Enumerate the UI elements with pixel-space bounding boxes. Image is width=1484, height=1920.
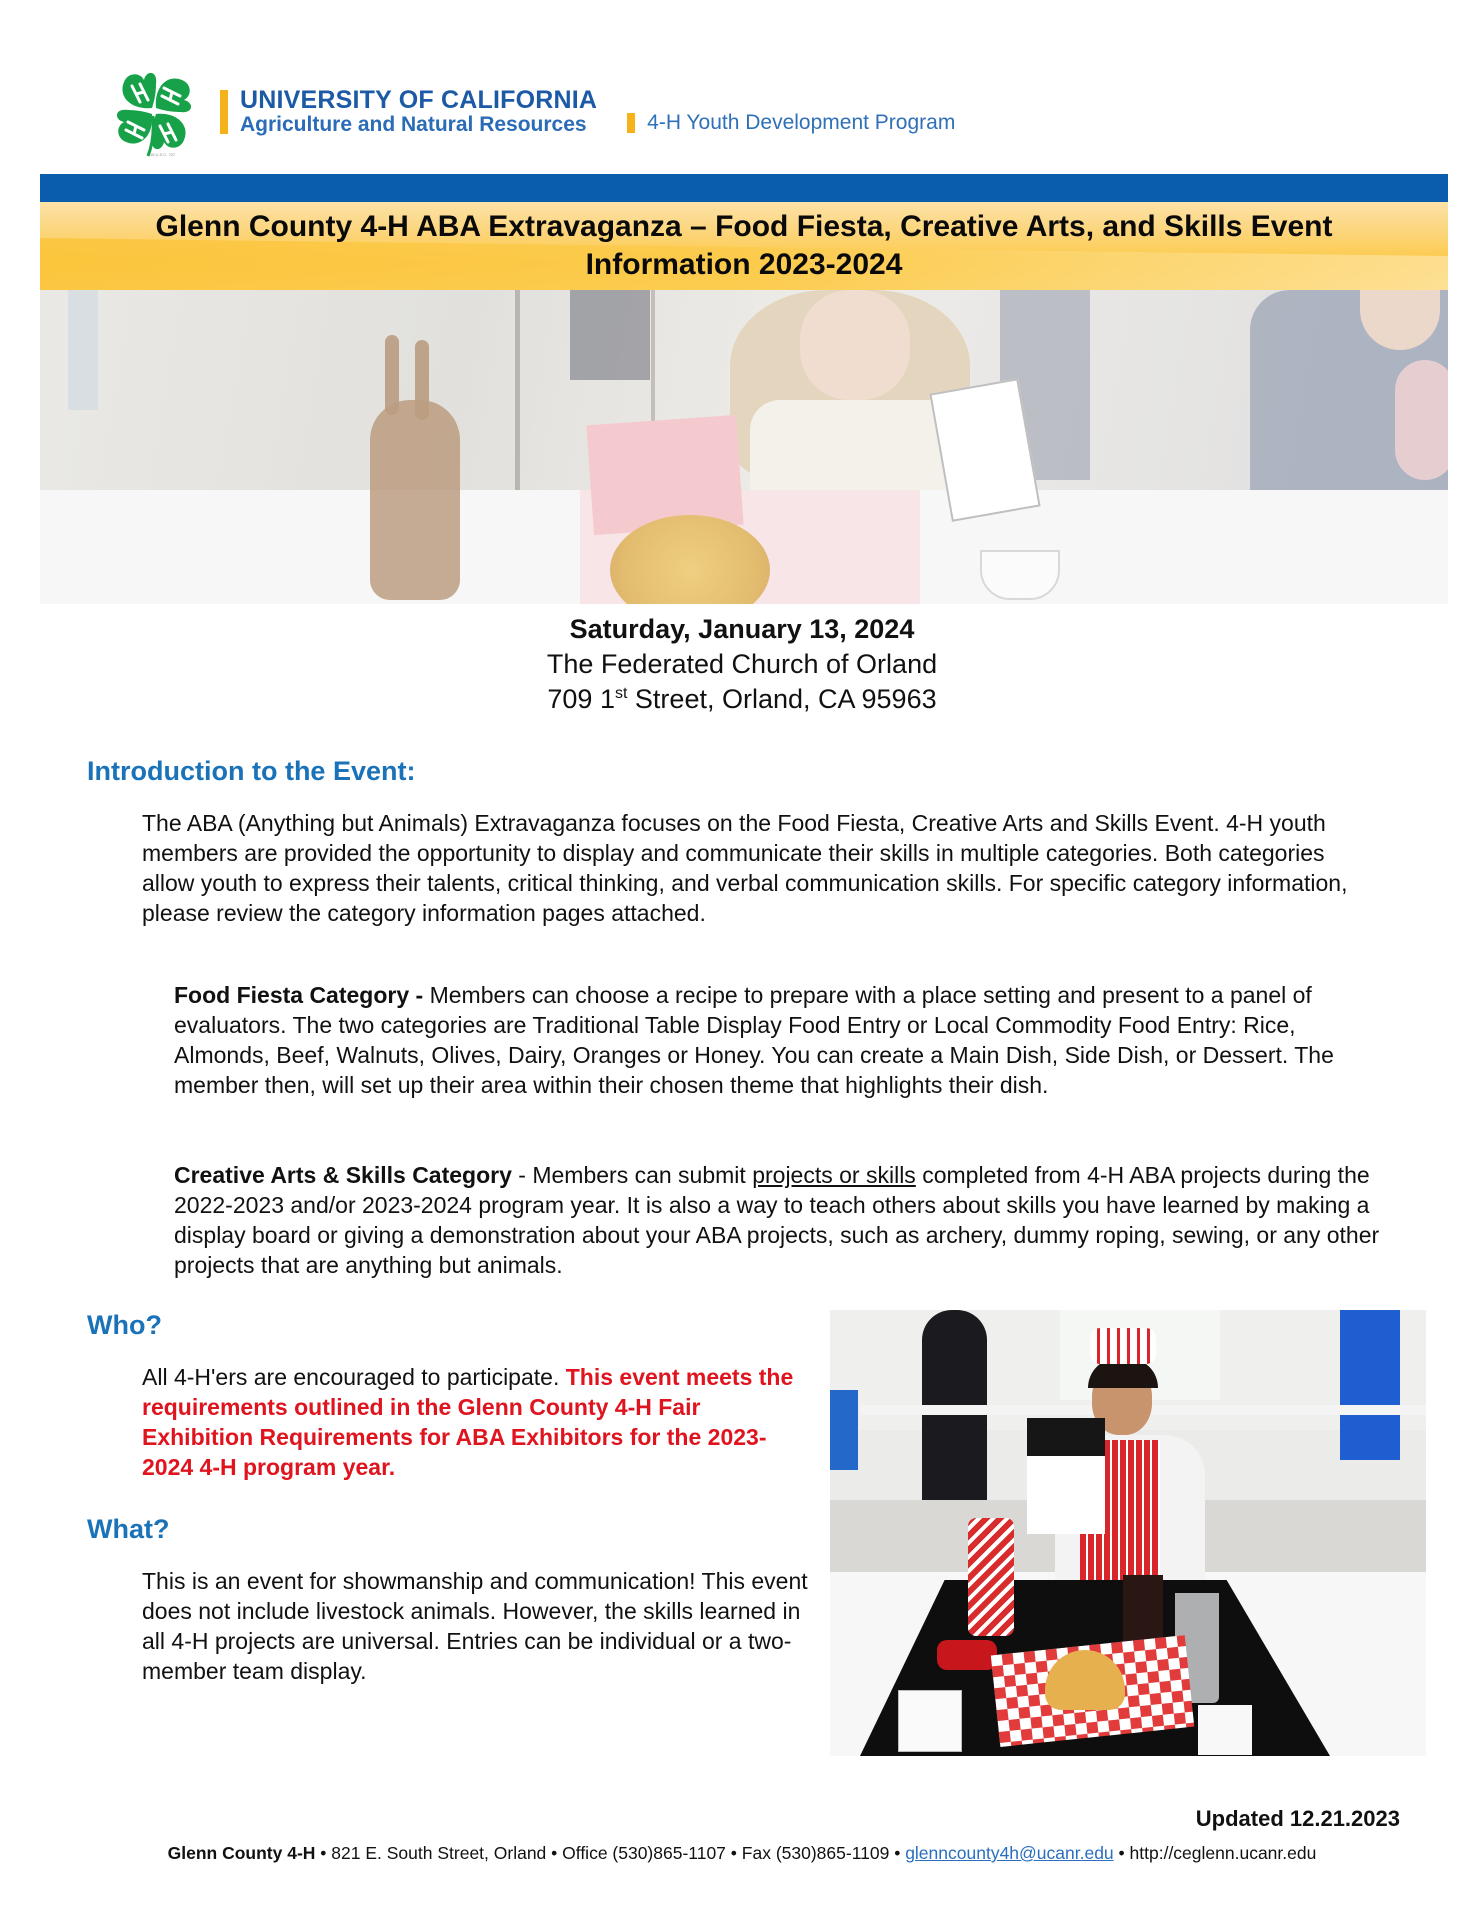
- 4h-clover-icon: [110, 66, 198, 158]
- uc-anr-logo: [220, 87, 597, 137]
- who-heading: Who?: [87, 1310, 162, 1340]
- food-fiesta-paragraph: Food Fiesta Category - Members can choose a recipe to prepare with a place setting and present to a panel of evaluators. The two categories are Traditional Table Display Food Entry or Local Commodity Food Entry: Rice, Almonds, Beef, Walnuts, Olives, Dairy, Oranges or Honey. You can create a Main Dish, Side Dish, or Dessert. The member then, will set up their area within their chosen theme that highlights their dish.: [174, 982, 1334, 1098]
- what-heading: What?: [87, 1514, 170, 1544]
- blue-stripe: [40, 174, 1448, 202]
- uc-title: UNIVERSITY OF CALIFORNIA: [240, 86, 598, 114]
- footer-website[interactable]: http://ceglenn.ucanr.edu: [1129, 1843, 1317, 1863]
- creative-arts-label: Creative Arts & Skills Category: [174, 1162, 512, 1188]
- footer-address: 821 E. South Street, Orland: [331, 1843, 547, 1863]
- exhibition-requirements-notice: This event meets the requirements outlined in the Glenn County 4-H Fair Exhibition Requirements for ABA Exhibitors for the 2023-2024 4-H program year.: [142, 1364, 794, 1480]
- program-logo: [627, 111, 955, 135]
- diner-display-photo: [830, 1310, 1426, 1756]
- updated-date: Updated 12.21.2023: [1195, 1806, 1400, 1831]
- food-fiesta-label: Food Fiesta Category -: [174, 982, 424, 1008]
- what-body: This is an event for showmanship and communication! This event does not include livestock animals. However, the skills learned in all 4-H projects are universal. Entries can be individual or a two-member team display.: [142, 1568, 808, 1684]
- gold-bar-decoration: [627, 113, 635, 133]
- page-title: Glenn County 4-H ABA Extravaganza – Food Fiesta, Creative Arts, and Skills Event Information 2023-2024: [155, 210, 1333, 281]
- anr-subtitle: Agriculture and Natural Resources: [240, 113, 587, 136]
- footer-email-link[interactable]: glenncounty4h@ucanr.edu: [905, 1843, 1114, 1863]
- footer-office-phone: Office (530)865-1107: [562, 1843, 726, 1863]
- intro-heading: Introduction to the Event:: [87, 756, 416, 786]
- title-banner: [40, 174, 1448, 290]
- event-details: [0, 612, 1484, 717]
- hero-photo: [40, 290, 1448, 604]
- who-body: All 4-H'ers are encouraged to participate. This event meets the requirements outlined in the Glenn County 4-H Fair Exhibition Requirements for ABA Exhibitors for the 2023-2024 4-H program year.: [142, 1364, 794, 1480]
- projects-or-skills-underline: projects or skills: [752, 1162, 916, 1188]
- program-name: 4-H Youth Development Program: [647, 111, 956, 134]
- gold-bar-decoration: [220, 90, 228, 134]
- footer-org: Glenn County 4-H: [167, 1843, 316, 1863]
- header-logos: [110, 66, 955, 158]
- intro-body: The ABA (Anything but Animals) Extravaganza focuses on the Food Fiesta, Creative Arts and Skills Event. 4-H youth members are provided the opportunity to display and communicate their skills in multiple categories. Both categories allow youth to express their talents, critical thinking, and verbal communication skills. For specific category information, please review the category information pages attached.: [142, 810, 1348, 926]
- footer-contact: Glenn County 4-H • 821 E. South Street, Orland • Office (530)865-1107 • Fax (530)865-1109 • glenncounty4h@ucanr.edu • http://ceglenn.ucanr.edu: [167, 1843, 1317, 1863]
- event-date: Saturday, January 13, 2024: [569, 614, 915, 644]
- gold-title-band: [40, 202, 1448, 290]
- event-address: 709 1st Street, Orland, CA 95963: [547, 684, 937, 714]
- footer-fax: Fax (530)865-1109: [741, 1843, 890, 1863]
- clover-trademark: 18 U.S.C. 707: [150, 152, 176, 157]
- event-venue: The Federated Church of Orland: [546, 649, 938, 679]
- creative-arts-paragraph: Creative Arts & Skills Category - Members can submit projects or skills completed from 4-H ABA projects during the 2022-2023 and/or 2023-2024 program year. It is also a way to teach others about skills you have learned by making a display board or giving a demonstration about your ABA projects, such as archery, dummy roping, sewing, or any other projects that are anything but animals.: [174, 1162, 1380, 1278]
